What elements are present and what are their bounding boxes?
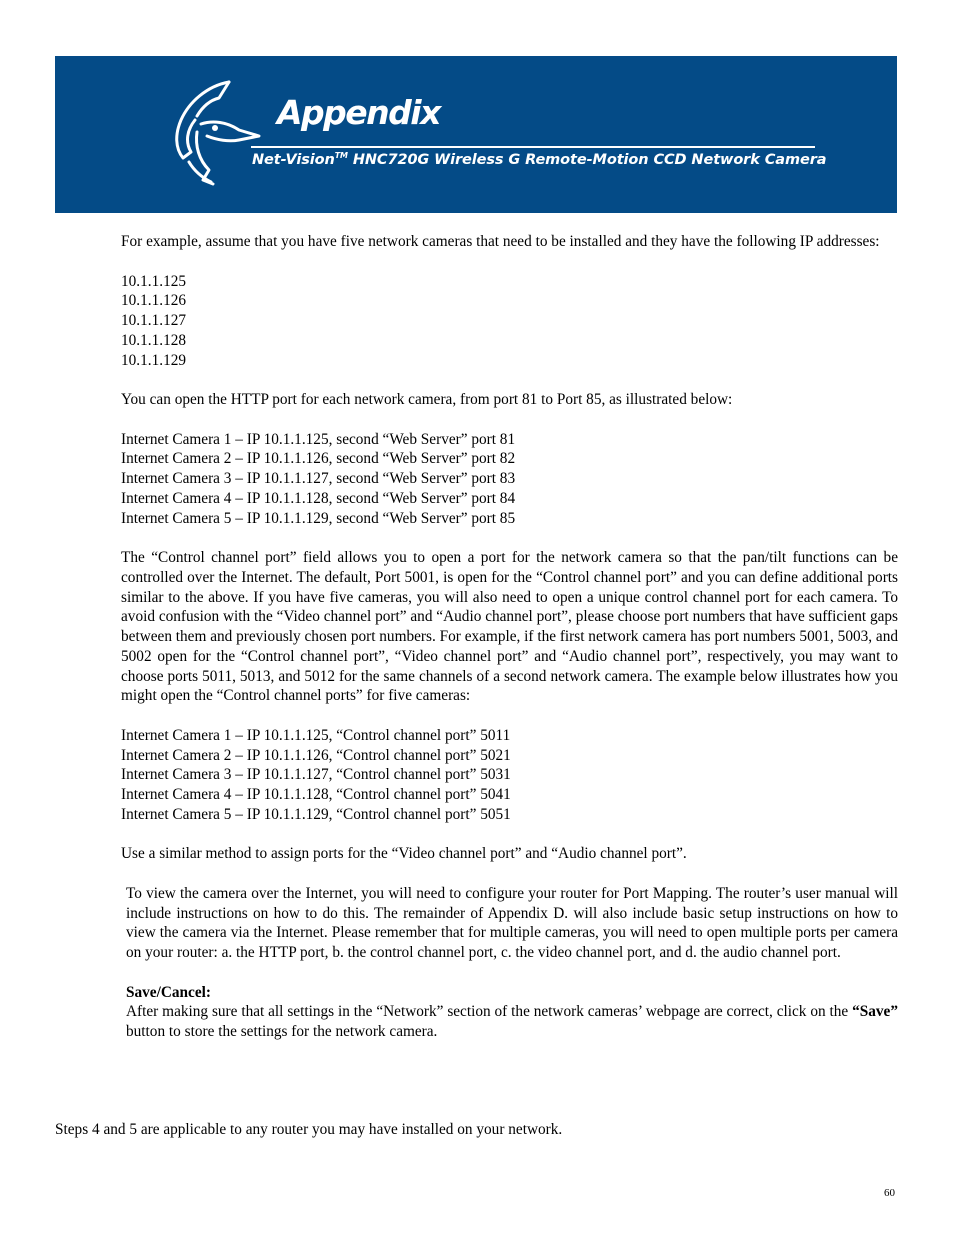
list-item: Internet Camera 5 – IP 10.1.1.129, “Control channel port” 5051 xyxy=(121,805,511,823)
list-item: 10.1.1.125 xyxy=(121,272,187,290)
list-item: Internet Camera 3 – IP 10.1.1.127, “Control channel port” 5031 xyxy=(121,766,511,784)
similar-method-note: Use a similar method to assign ports for the “Video channel port” and “Audio channel port”. xyxy=(121,845,687,863)
save-cancel-text: After making sure that all settings in the “Network” section of the network cameras’ webpage are correct, click on the “Save” button to store the settings for the network camera. xyxy=(126,1003,898,1040)
control-channel-paragraph: The “Control channel port” field allows you to open a port for the network camera so that the pan/tilt functions can be controlled over the Internet. The default, Port 5001, is open for the “Control channel port” and you can define additional ports similar to the above. If you have five cameras, you will also need to open a unique control channel port for each camera. To avoid confusion with the “Video channel port” and “Audio channel port”, please choose port numbers that have sufficient gaps between them and previously chosen port numbers. For example, if the first network camera has port numbers 5001, 5003, and 5002 open for the “Control channel port”, “Video channel port” and “Audio channel port”, respectively, you may want to choose ports 5011, 5013, and 5012 for the same channels of a second network camera. The example below illustrates how you might open the “Control channel ports” for five cameras: xyxy=(121,549,898,705)
list-item: Internet Camera 2 – IP 10.1.1.126, second “Web Server” port 82 xyxy=(121,450,516,468)
brand-name: Net-Vision xyxy=(252,152,335,168)
steps-note: Steps 4 and 5 are applicable to any router you may have installed on your network. xyxy=(55,1121,563,1138)
list-item: 10.1.1.129 xyxy=(121,351,187,369)
list-item: Internet Camera 5 – IP 10.1.1.129, second “Web Server” port 85 xyxy=(121,509,516,527)
banner-title: Appendix xyxy=(277,93,440,132)
page-number: 60 xyxy=(884,1187,895,1199)
list-item: Internet Camera 1 – IP 10.1.1.125, second “Web Server” port 81 xyxy=(121,430,516,448)
list-item: 10.1.1.126 xyxy=(121,292,187,310)
eagle-head-icon xyxy=(167,76,267,188)
page-content xyxy=(121,232,898,1062)
list-item: Internet Camera 4 – IP 10.1.1.128, “Control channel port” 5041 xyxy=(121,786,511,803)
save-cancel-heading: Save/Cancel: xyxy=(126,983,211,1001)
model-name: HNC720G Wireless G Remote-Motion CCD Network Camera xyxy=(347,152,827,168)
banner-subtitle xyxy=(252,151,826,168)
trademark: TM xyxy=(334,151,348,160)
router-section xyxy=(126,884,898,1042)
list-item: Internet Camera 2 – IP 10.1.1.126, “Control channel port” 5021 xyxy=(121,746,511,764)
list-item: Internet Camera 3 – IP 10.1.1.127, second “Web Server” port 83 xyxy=(121,470,516,487)
list-item: 10.1.1.127 xyxy=(121,312,187,329)
list-item: Internet Camera 4 – IP 10.1.1.128, second “Web Server” port 84 xyxy=(121,489,516,507)
list-item: Internet Camera 1 – IP 10.1.1.125, “Control channel port” 5011 xyxy=(121,726,511,744)
list-item: 10.1.1.128 xyxy=(121,331,187,349)
banner-divider xyxy=(251,146,815,148)
header-banner xyxy=(55,56,897,213)
router-paragraph: To view the camera over the Internet, you will need to configure your router for Port Mapping. The router’s user manual will include instructions on how to do this. The remainder of Appendix D. will also include basic setup instructions on how to view the camera via the Internet. Please remember that for multiple cameras, you will need to open multiple ports per camera on your router: a. the HTTP port, b. the control channel port, c. the video channel port, and d. the audio channel port. xyxy=(126,884,898,961)
intro-paragraph: For example, assume that you have five network cameras that need to be installed and they have the following IP addresses: xyxy=(121,233,880,250)
http-intro: You can open the HTTP port for each network camera, from port 81 to Port 85, as illustrated below: xyxy=(121,391,733,408)
save-keyword: “Save” xyxy=(852,1003,898,1021)
